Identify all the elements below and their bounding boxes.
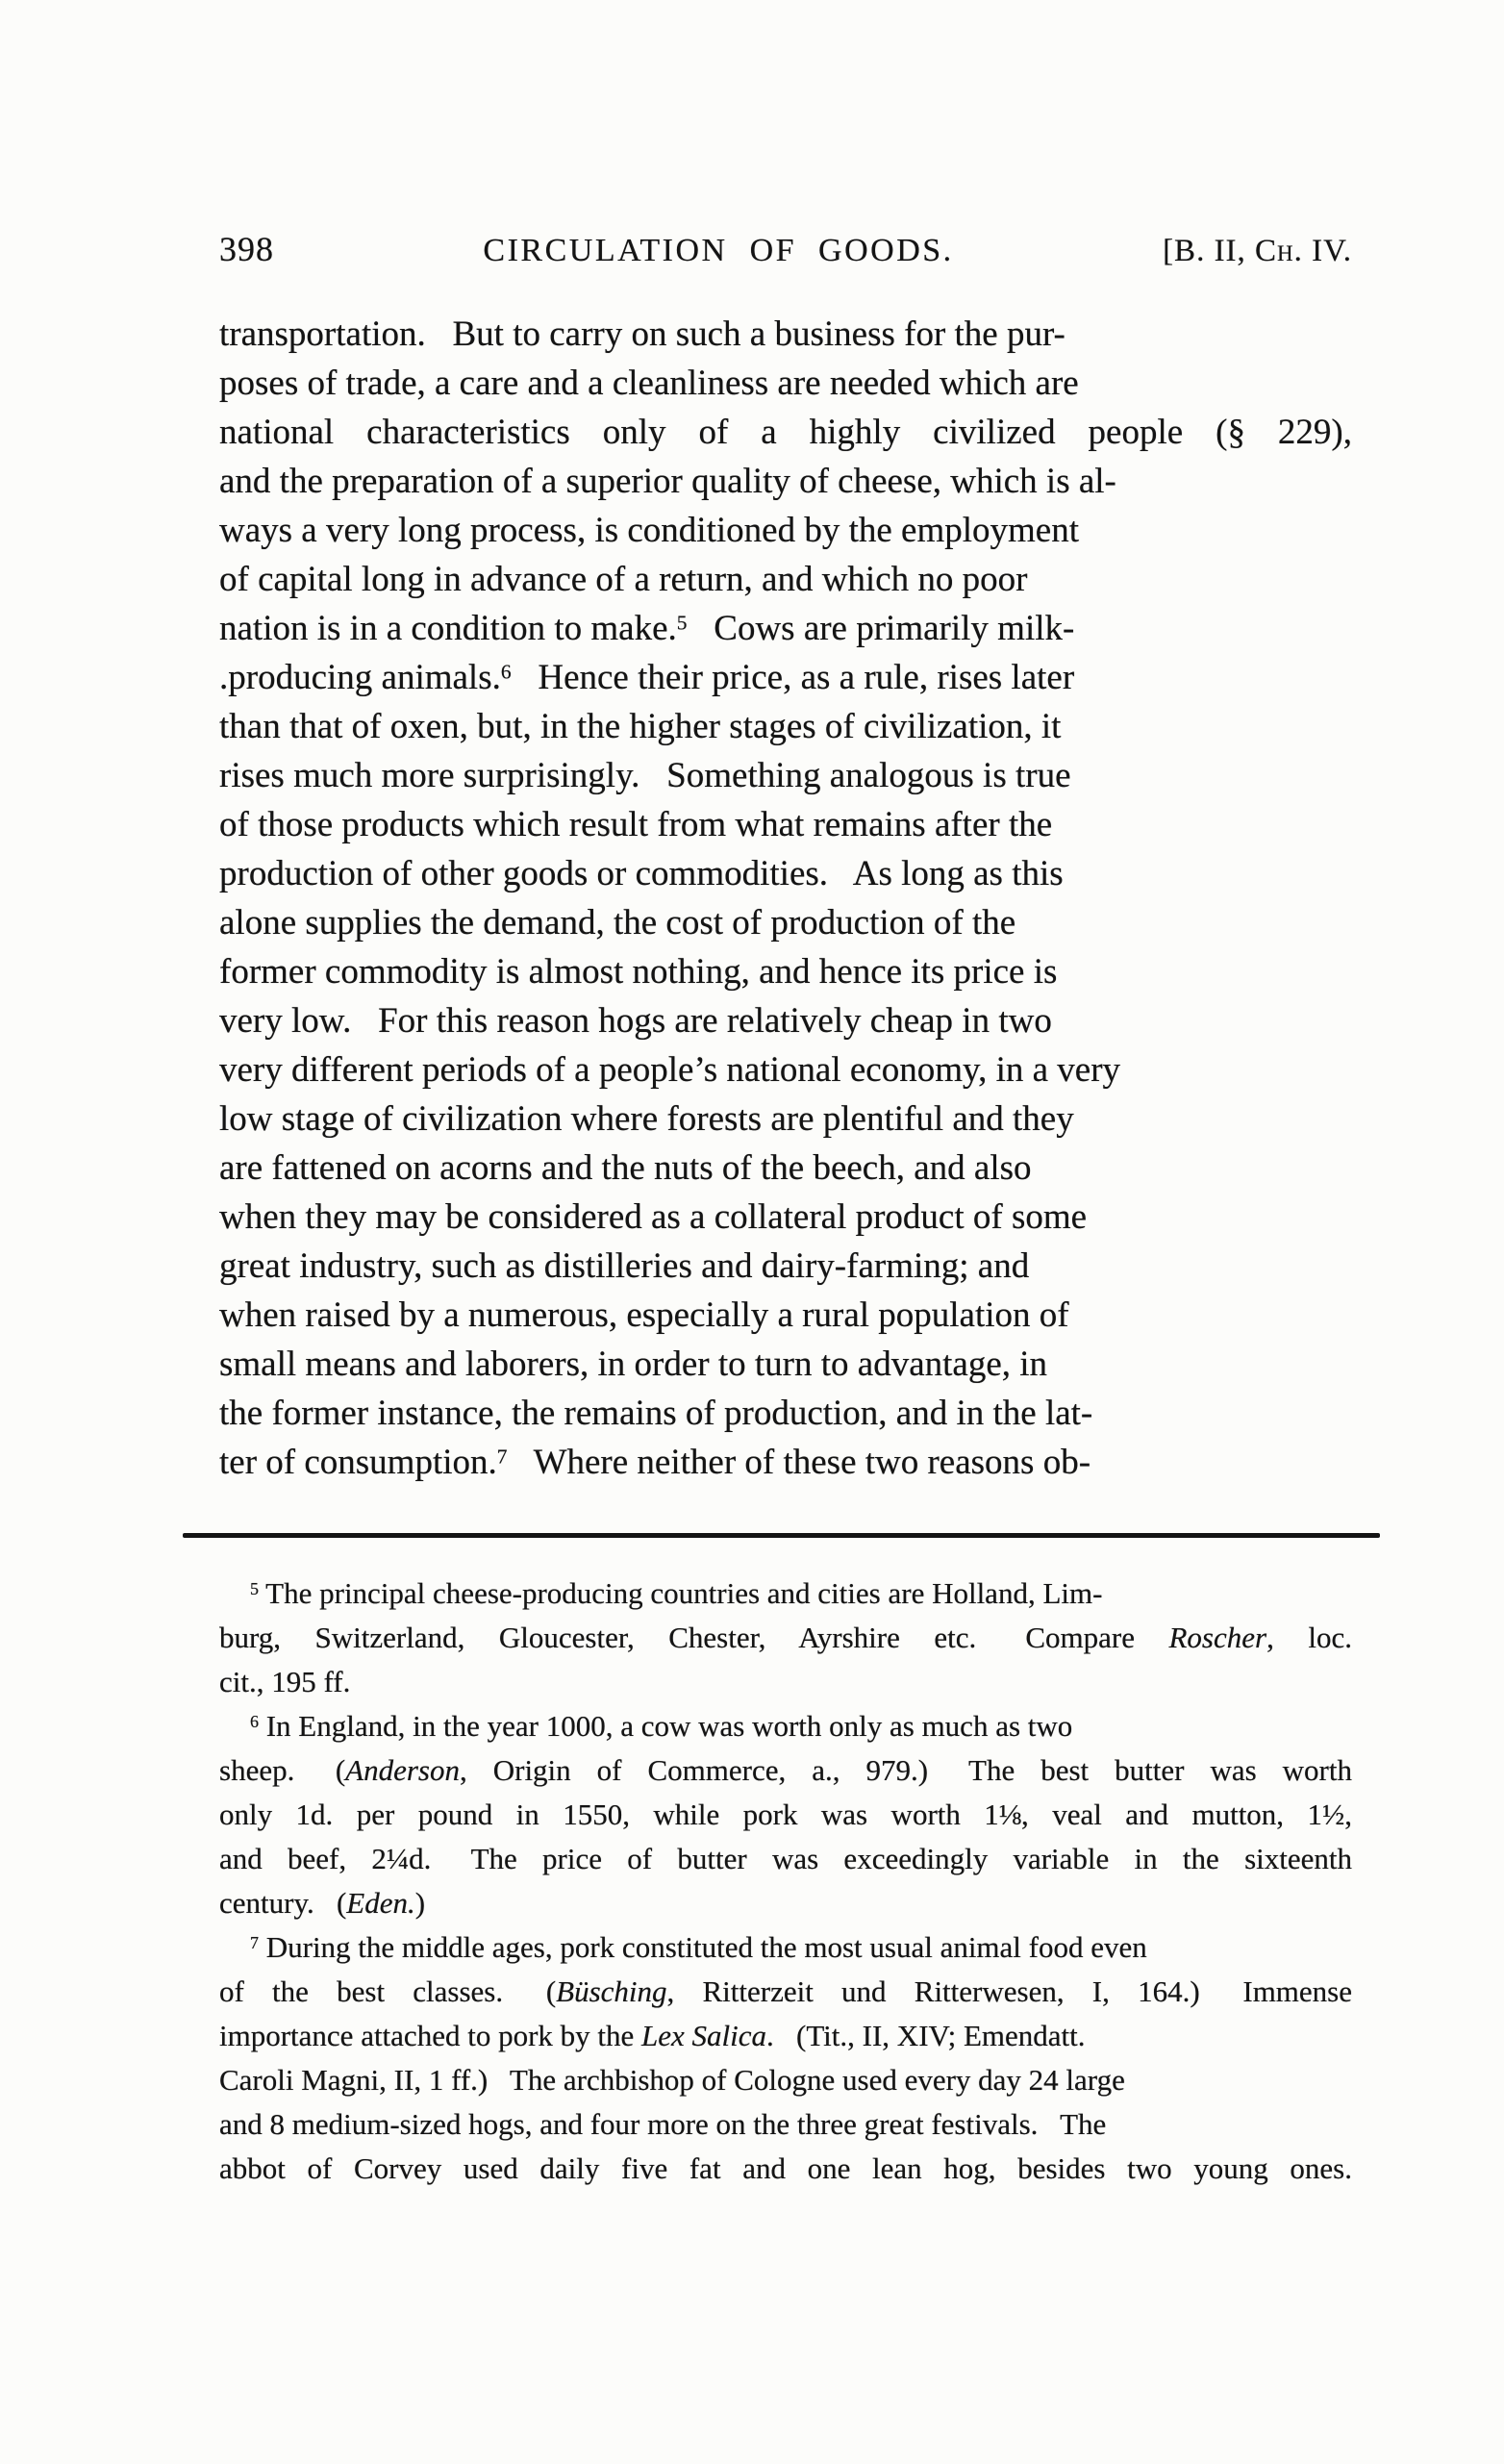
footnotes-block (219, 1571, 1352, 2191)
footnote-line: Caroli Magni, II, 1 ff.) The archbishop of Cologne used every day 24 large (219, 2063, 1125, 2097)
body-line: when they may be considered as a collateral product of some (219, 1197, 1088, 1237)
body-line: very different periods of a people’s national economy, in a very (219, 1050, 1121, 1090)
body-line: and the preparation of a superior quality of cheese, which is al- (219, 462, 1116, 501)
footnote-line: $^5$ The principal cheese-producing countries and cities are Holland, Lim- (250, 1576, 1103, 1610)
running-head (219, 229, 1352, 269)
footnote-line: $^7$ During the middle ages, pork constituted the most usual animal food even (250, 1930, 1147, 1964)
body-line: when raised by a numerous, especially a rural population of (219, 1295, 1069, 1335)
body-line: alone supplies the demand, the cost of production of the (219, 903, 1016, 943)
footnote-line: century. (Eden.) (219, 1886, 426, 1920)
footnote-line: only 1d. per pound in 1550, while pork was worth 1⅛, veal and mutton, 1½, (219, 1798, 1352, 1831)
body-line: .producing animals.$^6$ Hence their price, as a rule, rises later (219, 658, 1075, 697)
body-line: nation is in a condition to make.$^5$ Cows are primarily milk- (219, 609, 1075, 648)
main-text-block (219, 310, 1352, 1487)
body-line: are fattened on acorns and the nuts of the beech, and also (219, 1148, 1032, 1188)
footnote-line: sheep. (Anderson, Origin of Commerce, a., 979.) The best butter was worth (219, 1753, 1352, 1787)
body-line: poses of trade, a care and a cleanliness are needed which are (219, 364, 1079, 403)
body-line: rises much more surprisingly. Something analogous is true (219, 756, 1071, 795)
footnote-line: and 8 medium-sized hogs, and four more on the three great festivals. The (219, 2107, 1107, 2141)
body-line: than that of oxen, but, in the higher stages of civilization, it (219, 707, 1062, 746)
body-line: very low. For this reason hogs are relatively cheap in two (219, 1001, 1052, 1041)
body-line: former commodity is almost nothing, and hence its price is (219, 952, 1058, 992)
body-line: of those products which result from what remains after the (219, 805, 1053, 844)
footnote-line: $^6$ In England, in the year 1000, a cow was worth only as much as two (250, 1709, 1073, 1743)
footnote-line: and beef, 2¼d. The price of butter was exceedingly variable in the sixteenth (219, 1842, 1352, 1875)
body-line: the former instance, the remains of production, and in the lat- (219, 1394, 1093, 1433)
body-line: of capital long in advance of a return, and which no poor (219, 560, 1028, 599)
footnote-line: abbot of Corvey used daily five fat and one lean hog, besides two young ones. (219, 2151, 1352, 2185)
footnote-line: importance attached to pork by the Lex Salica. (Tit., II, XIV; Emendatt. (219, 2019, 1086, 2052)
running-title: CIRCULATION OF GOODS. (483, 233, 954, 268)
body-line: ways a very long process, is conditioned by the employment (219, 511, 1079, 550)
body-line: production of other goods or commodities. As long as this (219, 854, 1064, 893)
footnote-divider (183, 1533, 1380, 1538)
body-line: national characteristics only of a highly civilized people (§ 229), (219, 413, 1352, 452)
chapter-reference: [B. II, Ch. IV. (1163, 234, 1352, 268)
footnote-line: of the best classes. (Büsching, Ritterzeit und Ritterwesen, I, 164.) Immense (219, 1974, 1353, 2008)
body-line: great industry, such as distilleries and dairy-farming; and (219, 1246, 1030, 1286)
body-line: small means and laborers, in order to turn to advantage, in (219, 1345, 1048, 1384)
footnote-line: cit., 195 ff. (219, 1665, 351, 1698)
body-line: ter of consumption.$^7$ Where neither of these two reasons ob- (219, 1443, 1091, 1482)
body-line: low stage of civilization where forests are plentiful and they (219, 1099, 1074, 1139)
body-line: transportation. But to carry on such a business for the pur- (219, 314, 1065, 354)
footnote-line: burg, Switzerland, Gloucester, Chester, Ayrshire etc. Compare Roscher, loc. (219, 1621, 1353, 1654)
page-number: 398 (219, 230, 274, 268)
